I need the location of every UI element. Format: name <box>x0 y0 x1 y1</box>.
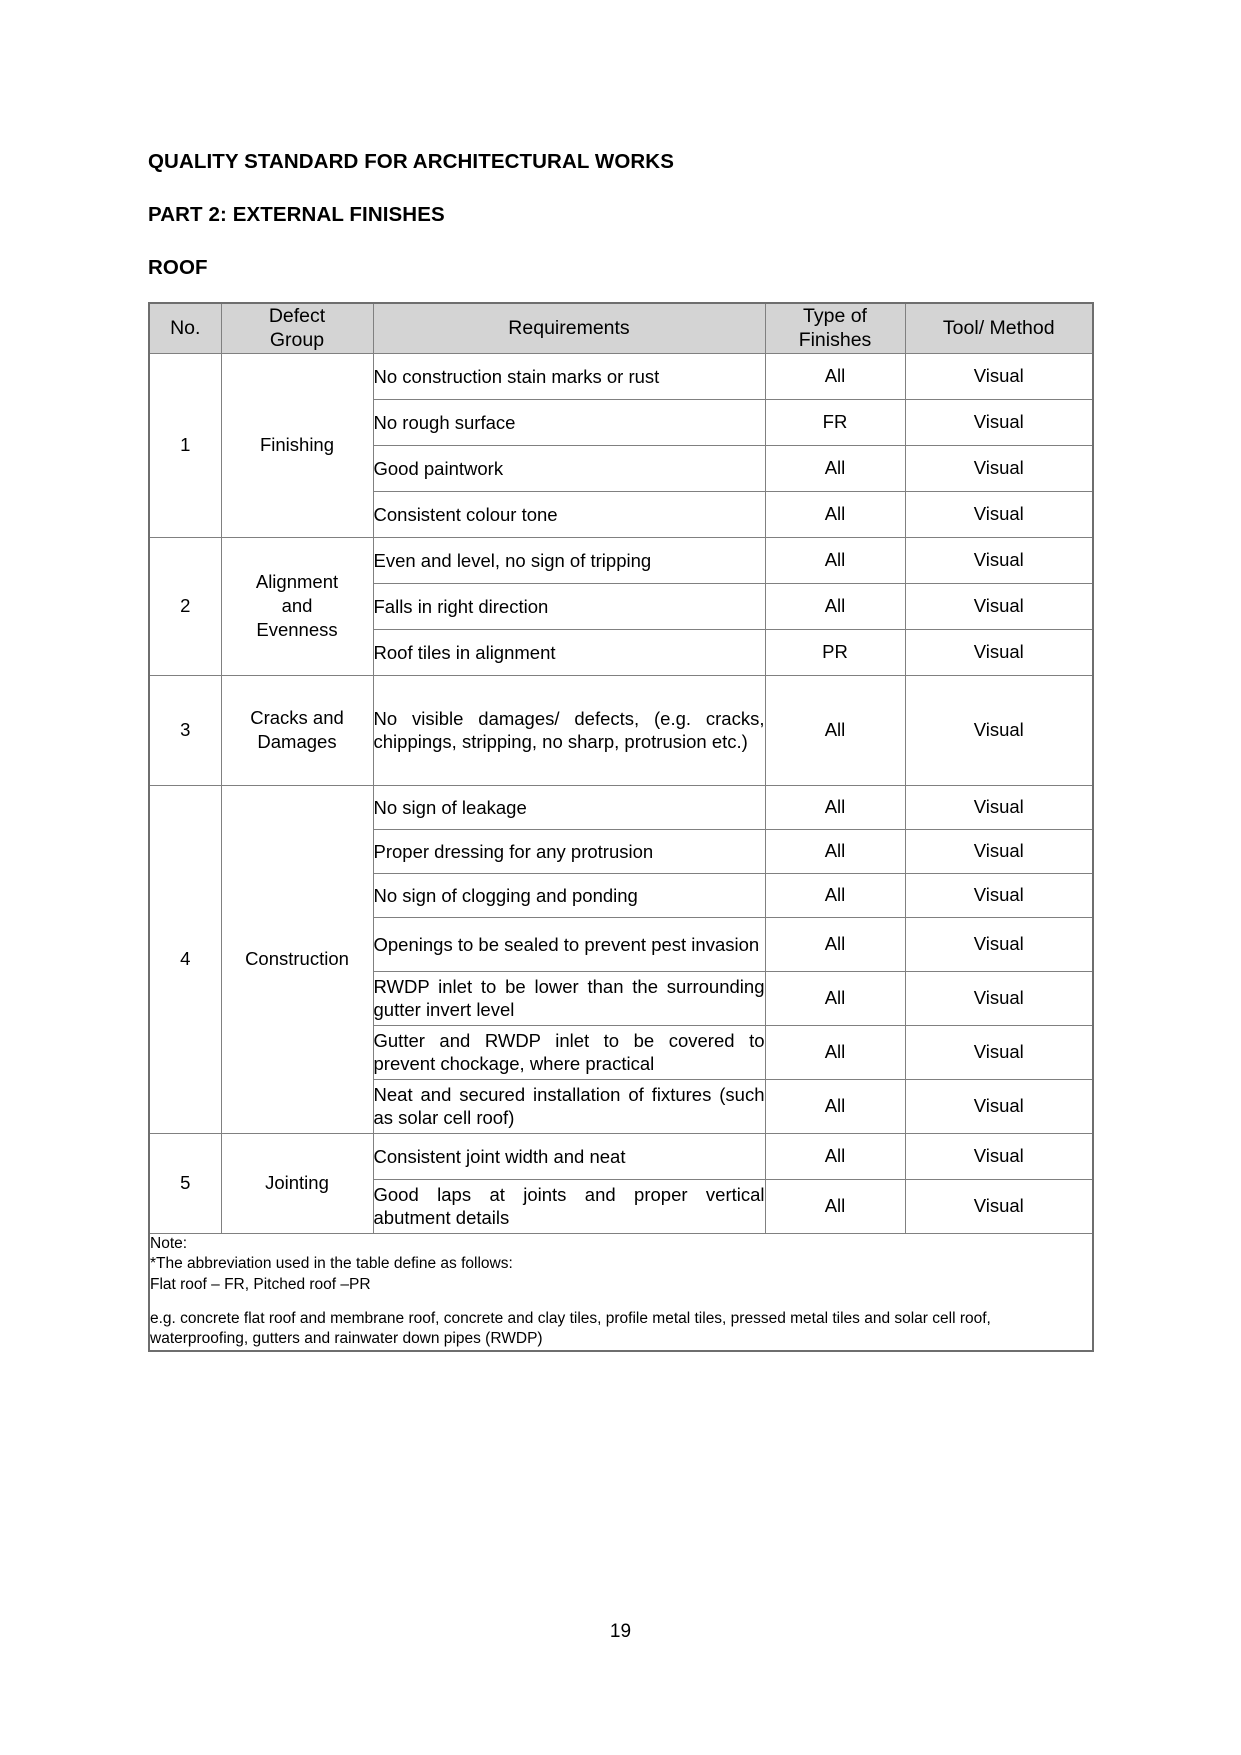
group-number-cell: 3 <box>149 675 221 785</box>
section-heading: ROOF <box>148 256 208 279</box>
requirement-cell: Good laps at joints and proper vertical abutment details <box>373 1179 765 1233</box>
tool-method-cell: Visual <box>905 675 1093 785</box>
type-of-finishes-cell: All <box>765 971 905 1025</box>
note-row <box>149 1233 1093 1351</box>
requirement-cell: Good paintwork <box>373 445 765 491</box>
note-spacer <box>150 1296 1092 1309</box>
table-header-row <box>149 303 1093 353</box>
tool-method-cell: Visual <box>905 1133 1093 1179</box>
table-row <box>149 675 1093 785</box>
group-number-cell: 4 <box>149 785 221 1133</box>
column-header-requirements: Requirements <box>373 303 765 353</box>
type-of-finishes-cell: All <box>765 873 905 917</box>
requirement-cell: Falls in right direction <box>373 583 765 629</box>
note-line-4: e.g. concrete flat roof and membrane roof, concrete and clay tiles, profile metal tiles, pressed metal tiles and solar cell roof, <box>150 1309 991 1327</box>
type-of-finishes-cell: All <box>765 353 905 399</box>
requirement-cell: Openings to be sealed to prevent pest invasion <box>373 917 765 971</box>
tool-method-cell: Visual <box>905 1179 1093 1233</box>
requirement-cell: No sign of clogging and ponding <box>373 873 765 917</box>
defect-group-line: Evenness <box>256 619 338 641</box>
tool-method-cell: Visual <box>905 537 1093 583</box>
column-header-type-of-finishes <box>765 303 905 353</box>
page-title: QUALITY STANDARD FOR ARCHITECTURAL WORKS <box>148 150 674 173</box>
tool-method-cell: Visual <box>905 829 1093 873</box>
group-number-cell: 5 <box>149 1133 221 1233</box>
type-of-finishes-line-2: Finishes <box>798 329 872 352</box>
part-heading: PART 2: EXTERNAL FINISHES <box>148 203 445 226</box>
tool-method-cell: Visual <box>905 971 1093 1025</box>
type-of-finishes-cell: All <box>765 537 905 583</box>
note-line-1: Note: <box>150 1234 188 1252</box>
note-line-3: Flat roof – FR, Pitched roof –PR <box>150 1275 371 1293</box>
type-of-finishes-cell: All <box>765 785 905 829</box>
type-of-finishes-cell: All <box>765 583 905 629</box>
requirement-cell: Proper dressing for any protrusion <box>373 829 765 873</box>
group-number-cell: 1 <box>149 353 221 537</box>
defect-group-cell <box>221 537 373 675</box>
defect-group-line: Damages <box>257 731 337 753</box>
type-of-finishes-cell: All <box>765 829 905 873</box>
column-header-no: No. <box>149 303 221 353</box>
type-of-finishes-cell: All <box>765 1025 905 1079</box>
table-row <box>149 785 1093 829</box>
requirement-cell: No rough surface <box>373 399 765 445</box>
defect-group-line-1: Defect <box>268 305 326 327</box>
tool-method-cell: Visual <box>905 785 1093 829</box>
requirement-cell: RWDP inlet to be lower than the surrounding gutter invert level <box>373 971 765 1025</box>
tool-method-cell: Visual <box>905 1079 1093 1133</box>
quality-standard-table <box>148 302 1094 1352</box>
requirement-cell: Roof tiles in alignment <box>373 629 765 675</box>
tool-method-cell: Visual <box>905 399 1093 445</box>
type-of-finishes-cell: All <box>765 1133 905 1179</box>
type-of-finishes-cell: All <box>765 1079 905 1133</box>
tool-method-cell: Visual <box>905 491 1093 537</box>
type-of-finishes-line-1: Type of <box>803 305 867 327</box>
tool-method-cell: Visual <box>905 1025 1093 1079</box>
type-of-finishes-cell: All <box>765 917 905 971</box>
defect-group-line-2: Group <box>269 329 325 352</box>
table-row <box>149 353 1093 399</box>
group-number-cell: 2 <box>149 537 221 675</box>
table-body <box>149 353 1093 1351</box>
tool-method-cell: Visual <box>905 445 1093 491</box>
table-note <box>149 1233 1093 1351</box>
table-row <box>149 537 1093 583</box>
table-header <box>149 303 1093 353</box>
type-of-finishes-cell: FR <box>765 399 905 445</box>
note-line-2: *The abbreviation used in the table define as follows: <box>150 1255 513 1273</box>
requirement-cell: Consistent joint width and neat <box>373 1133 765 1179</box>
type-of-finishes-cell: All <box>765 445 905 491</box>
table-row <box>149 1133 1093 1179</box>
requirement-cell: No sign of leakage <box>373 785 765 829</box>
tool-method-cell: Visual <box>905 917 1093 971</box>
defect-group-line: and <box>281 595 313 617</box>
type-of-finishes-cell: All <box>765 675 905 785</box>
requirement-cell: Neat and secured installation of fixtures (such as solar cell roof) <box>373 1079 765 1133</box>
type-of-finishes-cell: All <box>765 1179 905 1233</box>
defect-group-cell: Construction <box>221 785 373 1133</box>
requirement-cell: Gutter and RWDP inlet to be covered to prevent chockage, where practical <box>373 1025 765 1079</box>
column-header-defect-group <box>221 303 373 353</box>
note-line-5: waterproofing, gutters and rainwater down pipes (RWDP) <box>150 1330 543 1348</box>
tool-method-cell: Visual <box>905 873 1093 917</box>
defect-group-cell: Jointing <box>221 1133 373 1233</box>
defect-group-line: Cracks and <box>250 707 344 729</box>
tool-method-cell: Visual <box>905 629 1093 675</box>
column-header-tool-method: Tool/ Method <box>905 303 1093 353</box>
requirement-cell: No visible damages/ defects, (e.g. cracks, chippings, stripping, no sharp, protrusion etc.) <box>373 675 765 785</box>
tool-method-cell: Visual <box>905 353 1093 399</box>
type-of-finishes-cell: PR <box>765 629 905 675</box>
defect-group-cell <box>221 675 373 785</box>
requirement-cell: Consistent colour tone <box>373 491 765 537</box>
type-of-finishes-cell: All <box>765 491 905 537</box>
defect-group-line: Alignment <box>255 571 339 593</box>
requirement-cell: No construction stain marks or rust <box>373 353 765 399</box>
page-number: 19 <box>609 1621 632 1642</box>
requirement-cell: Even and level, no sign of tripping <box>373 537 765 583</box>
defect-group-cell: Finishing <box>221 353 373 537</box>
tool-method-cell: Visual <box>905 583 1093 629</box>
